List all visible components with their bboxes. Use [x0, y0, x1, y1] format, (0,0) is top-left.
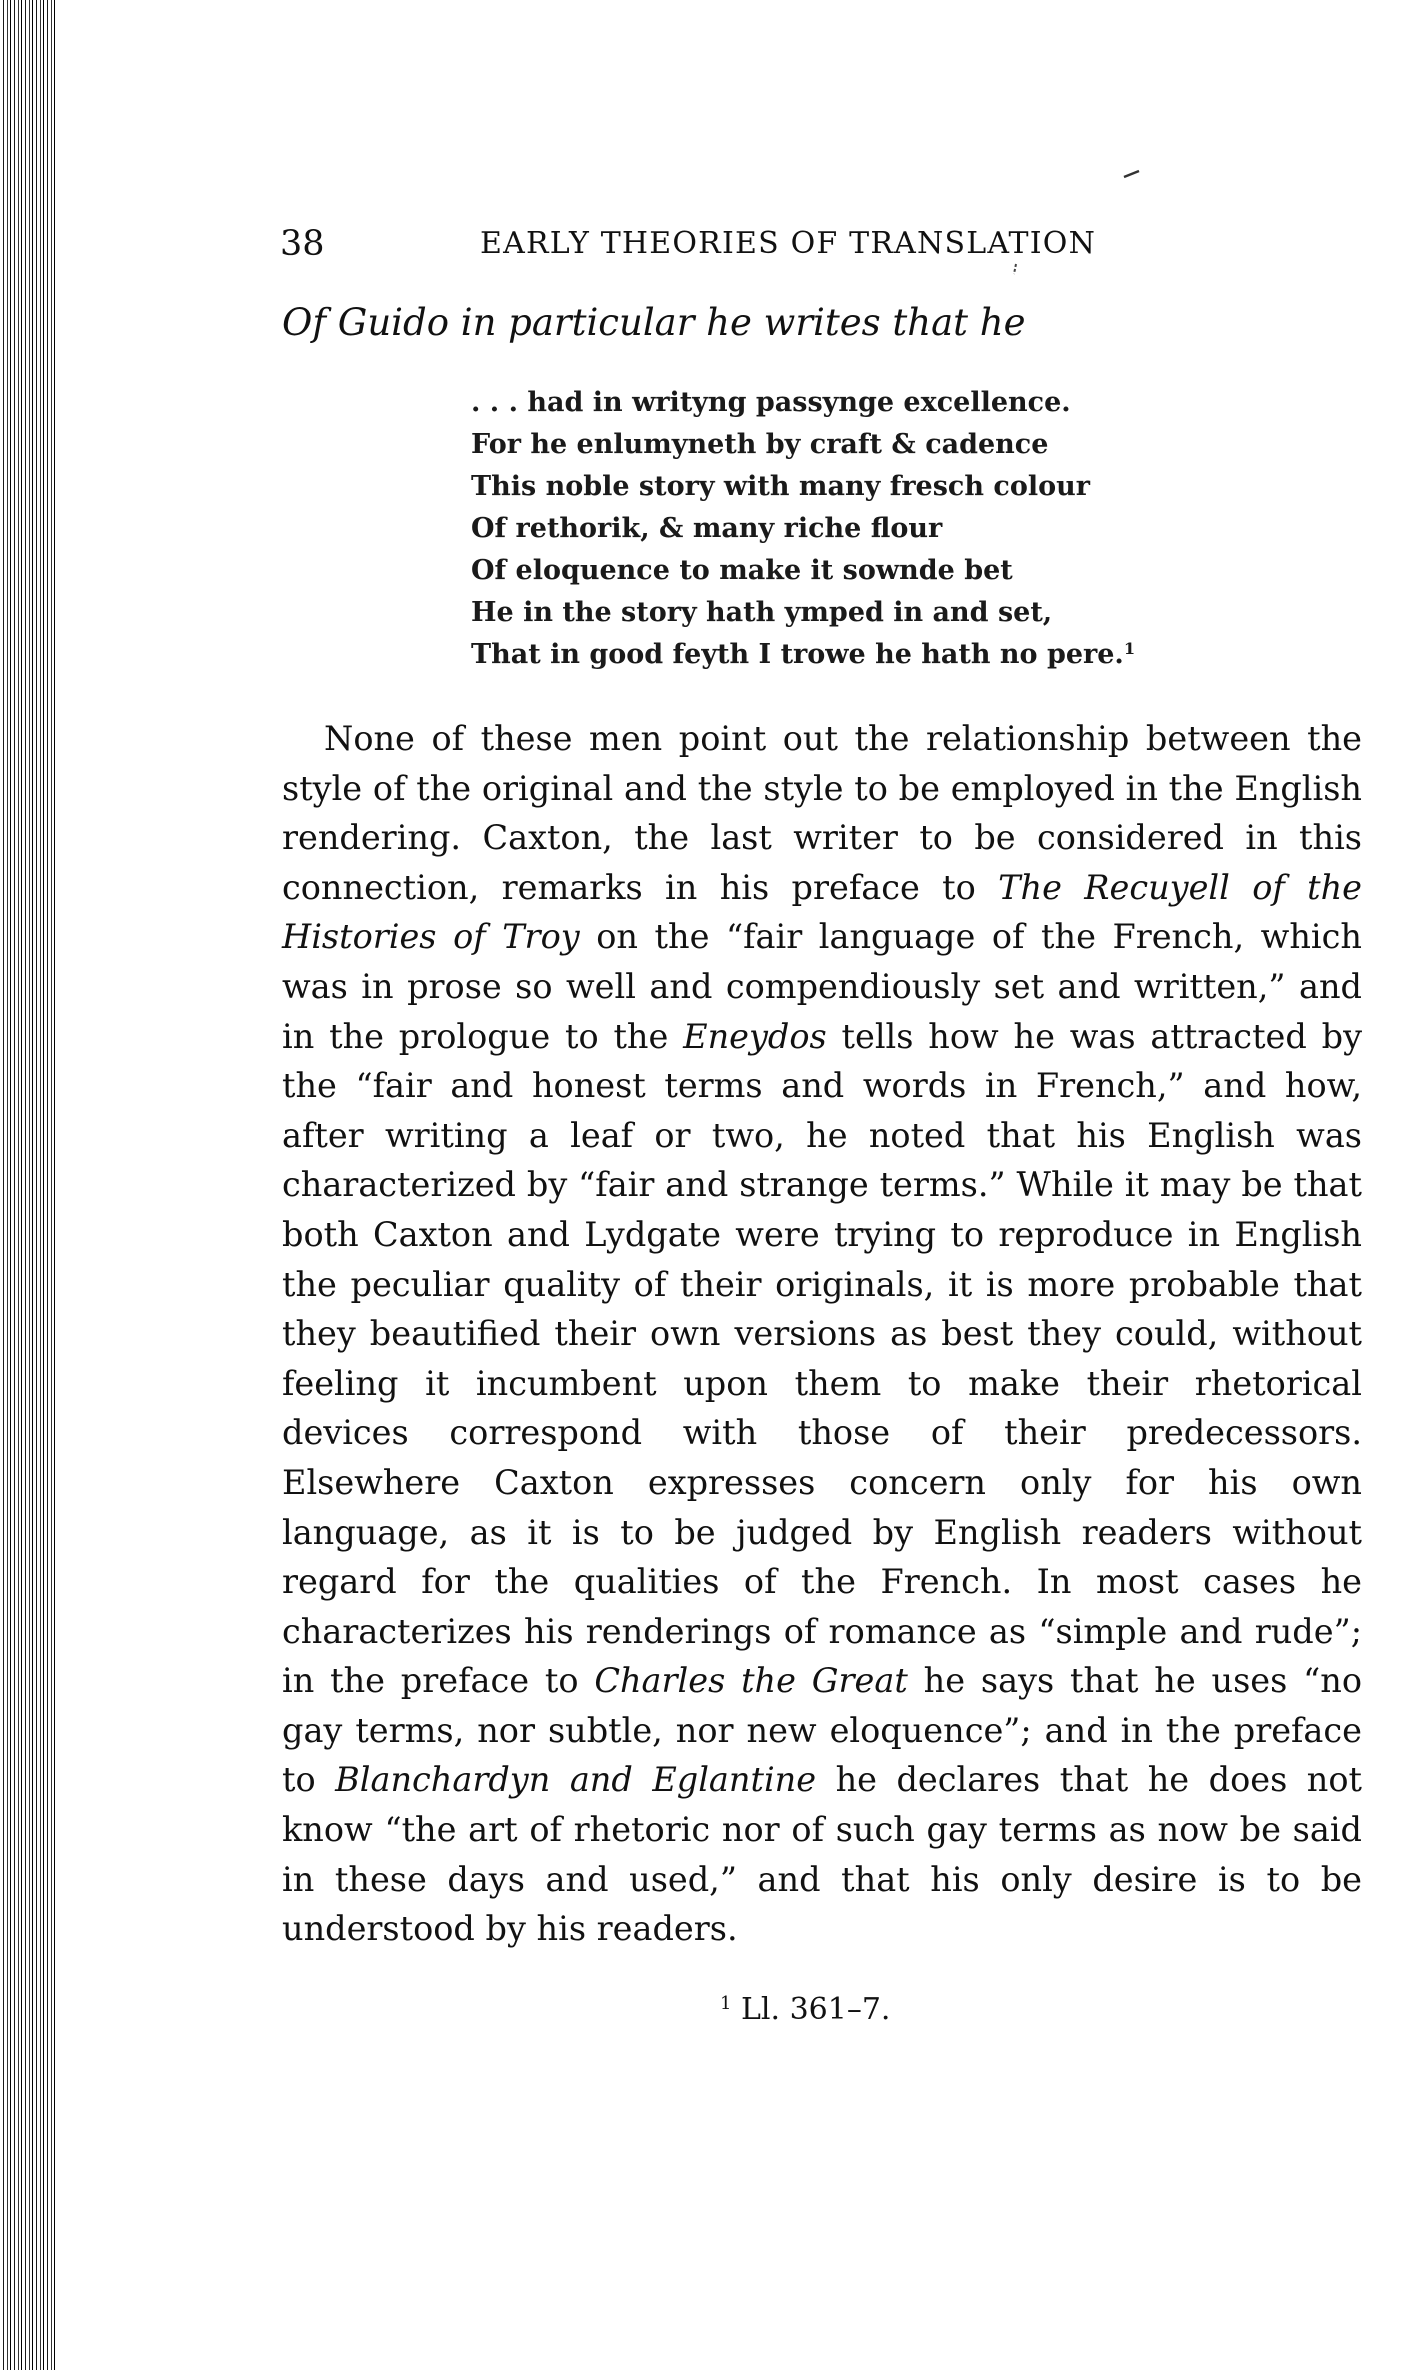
body-text-segment: None of these men point out the relationship between the style of the original and the style to be employed in the English rendering. Caxton, the last writer to be considered in this connection, remarks in his preface to [282, 719, 1362, 907]
footnote-text: Ll. 361–7. [741, 1992, 891, 2027]
running-head: EARLY THEORIES OF TRANSLATION [480, 226, 1097, 261]
verse-line: This noble story with many fresch colour [471, 471, 1090, 502]
verse-line-last [471, 634, 1135, 676]
footnote-reference: 1 [1123, 639, 1136, 659]
page-number: 38 [280, 224, 325, 264]
footnote-marker: 1 [720, 1993, 732, 2015]
verse-line-text: That in good feyth I trowe he hath no pere. [471, 639, 1124, 670]
footnote [720, 1990, 890, 2030]
body-text-segment: he says that he uses “no gay terms, nor subtle, nor new eloquence”; and in the preface to [282, 1661, 1362, 1800]
verse-line: For he enlumyneth by craft & cadence [471, 429, 1049, 460]
verse-line: . . . had in writyng passynge excellence. [471, 387, 1071, 418]
book-title-blanchardyn: Blanchardyn and Eglantine [335, 1760, 817, 1800]
book-title-recuyell: The Recuyell of the Histories of Troy [282, 867, 1363, 957]
body-text-segment: on the “fair language of the French, which was in prose so well and compendiously set and written,” and in the prologue to the [282, 917, 1362, 1056]
book-title-charles: Charles the Great [594, 1661, 908, 1701]
intro-line: Of Guido in particular he writes that he [282, 301, 1026, 344]
ink-mark-header [1010, 262, 1020, 278]
ink-mark-top [1122, 168, 1142, 180]
book-binding-edge [0, 0, 56, 2370]
body-text-segment: he declares that he does not know “the art of rhetoric nor of such gay terms as now be said in these days and used,” and that his only desire is to be understood by his readers. [282, 1760, 1362, 1949]
verse-quote [471, 382, 1135, 676]
book-title-eneydos: Eneydos [683, 1016, 827, 1056]
verse-line: He in the story hath ymped in and set, [471, 597, 1053, 628]
body-text-segment: tells how he was attracted by the “fair and honest terms and words in French,” and how, after writing a leaf or two, he noted that his English was characterized by “fair and strange terms.” While it may be that both Caxton and Lydgate were trying to reproduce in English the peculiar quality of their originals, it is more probable that they beautified their own versions as best they could, without feeling it incumbent upon them to make their rhetorical devices correspond with those of their predecessors. Elsewhere Caxton expresses concern only for his own language, as it is to be judged by English readers without regard for the qualities of the French. In most cases he characterizes his renderings of romance as “simple and rude”; in the preface to [282, 1016, 1362, 1701]
body-paragraph [282, 714, 1362, 1954]
verse-line: Of rethorik, & many riche flour [471, 513, 943, 544]
verse-line: Of eloquence to make it sownde bet [471, 555, 1013, 586]
